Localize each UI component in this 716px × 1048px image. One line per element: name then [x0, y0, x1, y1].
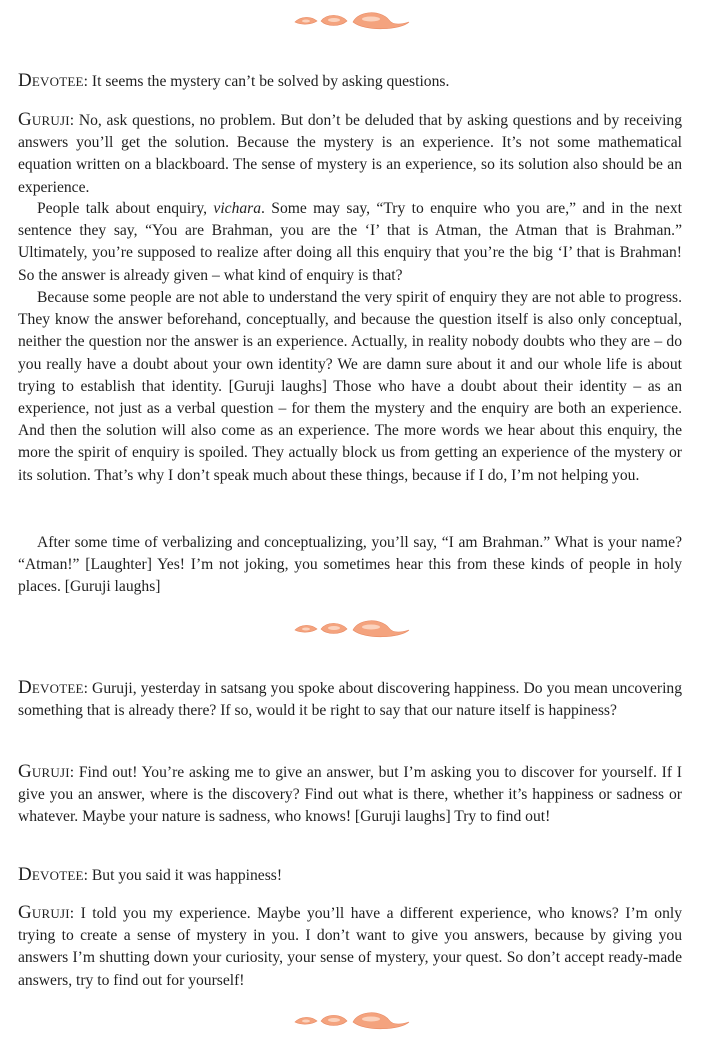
speaker-label: Guruji	[18, 109, 70, 130]
paragraph-i-am-brahman: After some time of verbalizing and conceptualizing, you’ll say, “I am Brahman.” What is your name? “Atman!” [Laughter] Yes! I’m not joking, you sometimes hear this from these kinds of people in holy places. [Guruji laughs]	[18, 534, 682, 596]
devotee-question-3	[18, 864, 682, 887]
devotee-question-1	[18, 70, 682, 93]
speaker-label: Devotee	[18, 677, 84, 698]
guruji-answer-2	[18, 761, 682, 829]
devotee-question-2	[18, 677, 682, 722]
leaf-ornament-icon	[293, 616, 413, 640]
paragraph-text: . Some may say, “Try to enquire who you are,” and in the next sentence they say, “You are Brahman, you are the ‘I’ that is Atman, the Atman that is Brahman.” Ultimately, you’re supposed to realize after doing all this enquiry that you’re the big ‘I’ that is Brahman! So the answer is already given – what kind of enquiry is that?	[18, 200, 682, 284]
question-text: : Guruji, yesterday in satsang you spoke about discovering happiness. Do you mean uncovering something that is already there? If so, would it be right to say that our nature itself is happiness?	[18, 680, 682, 720]
speaker-label: Guruji	[18, 761, 70, 782]
speaker-label: Devotee	[18, 864, 84, 885]
answer-text: : Find out! You’re asking me to give an answer, but I’m asking you to discover for yourself. If I give you an answer, where is the discovery? Find out what is there, whether it’s happiness or sadness or whatever. Maybe your nature is sadness, who knows! [Guruji laughs] Try to find out!	[18, 764, 682, 826]
page	[18, 0, 682, 1048]
answer-text: : No, ask questions, no problem. But don’t be deluded that by asking questions and by receiving answers you’ll get the solution. Because the mystery is an experience. It’s not some mathematical equation written on a blackboard. The sense of mystery is an experience, so its solution also should be an experience.	[18, 112, 682, 196]
question-text: : But you said it was happiness!	[83, 867, 283, 884]
leaf-ornament-icon	[293, 1008, 413, 1032]
question-text: : It seems the mystery can’t be solved by asking questions.	[83, 73, 450, 90]
paragraph-spirit-of-enquiry: Because some people are not able to understand the very spirit of enquiry they are not able to progress. They know the answer beforehand, conceptually, and because the question itself is also only conceptual, neither the question nor the answer is an experience. Actually, in reality nobody doubts who they are – do you really have a doubt about your own identity? We are damn sure about it and our whole life is about trying to establish that identity. [Guruji laughs] Those who have a doubt about their identity – as an experience, not just as a verbal question – for them the mystery and the enquiry are both an experience. And then the solution will also come as an experience. The more words we hear about this enquiry, the more the spirit of enquiry is spoiled. They actually block us from getting an experience of the mystery or its solution. That’s why I don’t speak much about these things, because if I do, I’m not helping you.	[18, 289, 682, 484]
answer-text: : I told you my experience. Maybe you’ll have a different experience, who knows? I’m only trying to create a sense of mystery in you. I don’t want to give you answers, because by giving you answers I’m shutting down your curiosity, your sense of mystery, your quest. So don’t accept ready-made answers, try to find out for yourself!	[18, 905, 682, 989]
leaf-ornament-icon	[293, 8, 413, 32]
guruji-answer-3	[18, 902, 682, 992]
speaker-label: Devotee	[18, 70, 84, 91]
guruji-answer-1	[18, 109, 682, 199]
paragraph-text: People talk about enquiry,	[37, 200, 214, 217]
italic-term: vichara	[213, 200, 262, 217]
paragraph-enquiry	[18, 198, 682, 287]
speaker-label: Guruji	[18, 902, 70, 923]
